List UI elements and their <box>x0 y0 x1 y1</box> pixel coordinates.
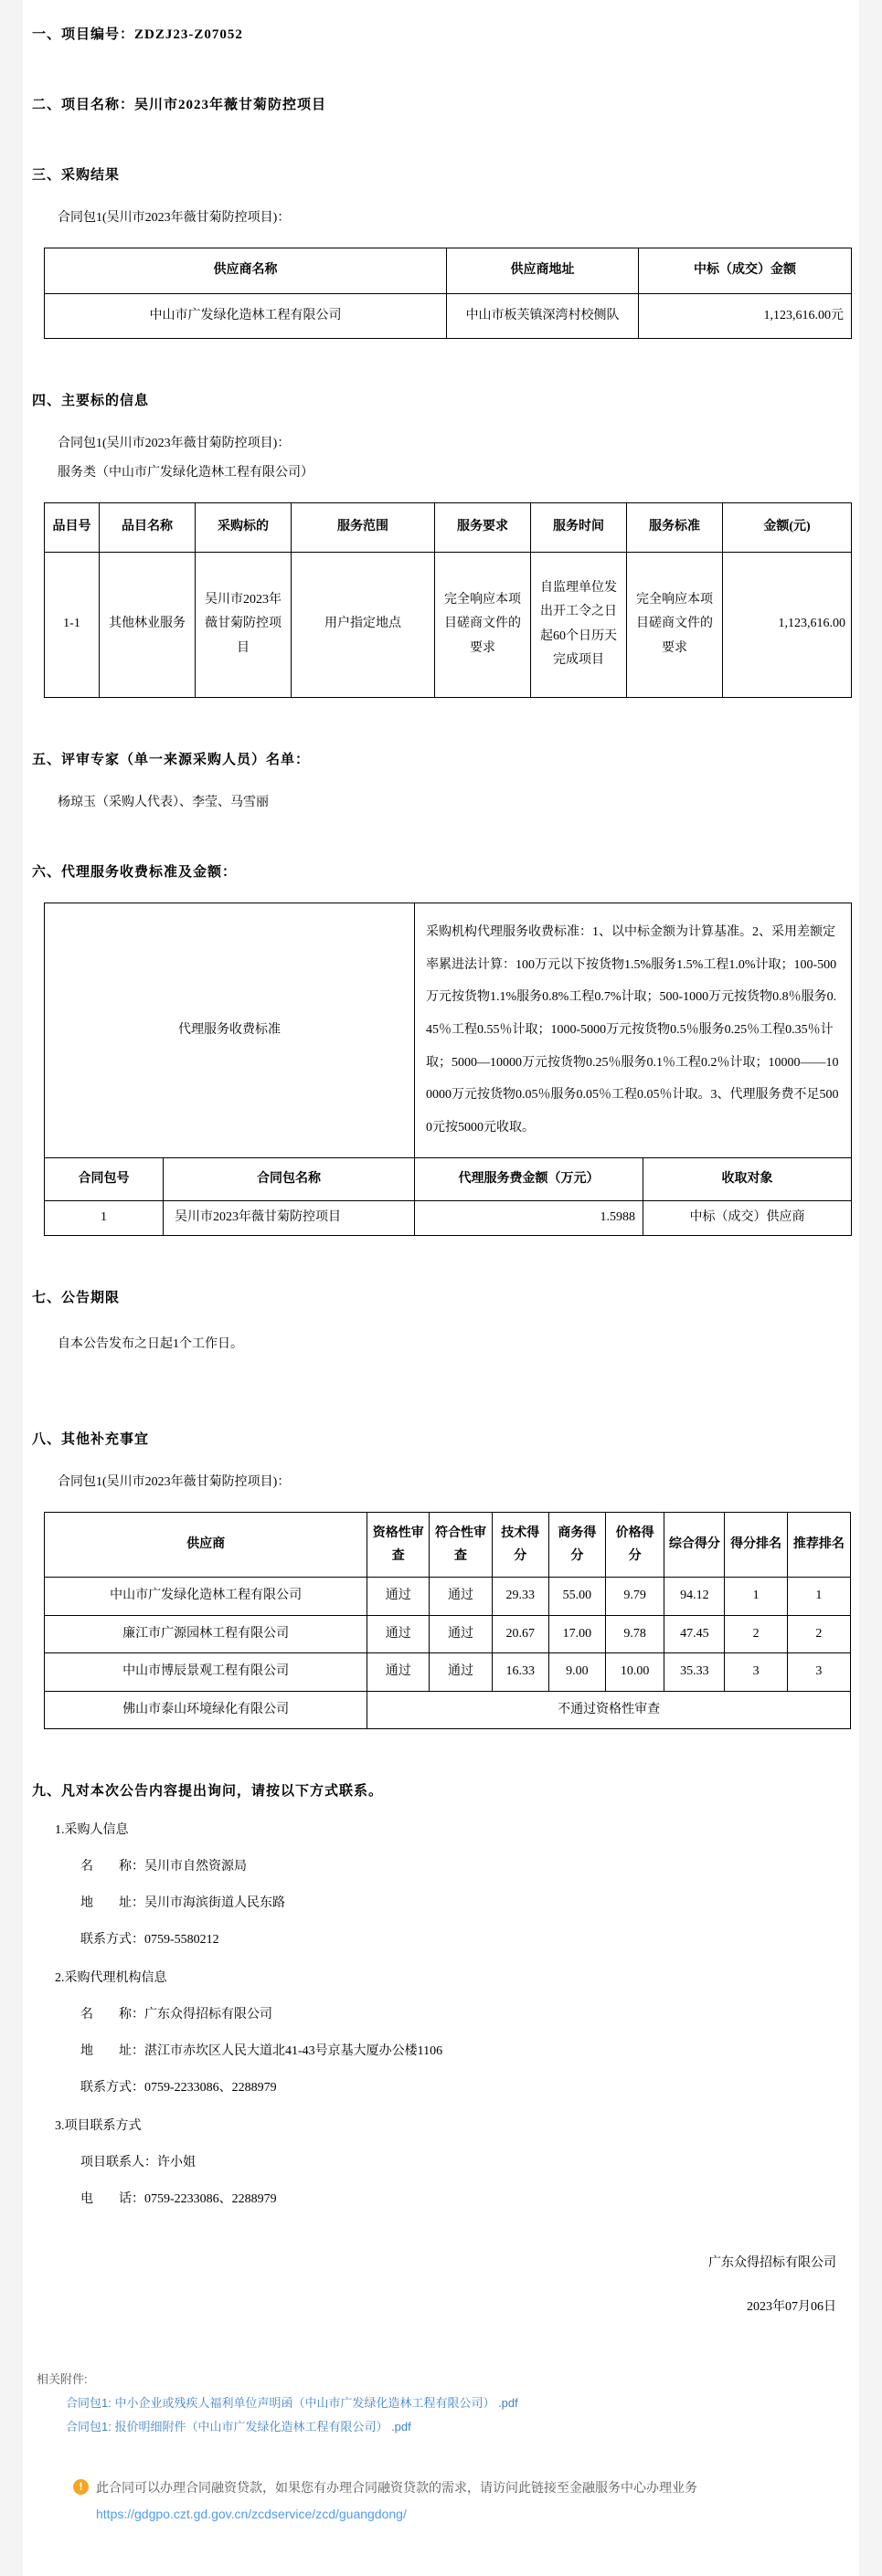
result-table <box>44 248 852 339</box>
project-contact-heading: 3.项目联系方式 <box>55 2119 142 2134</box>
col-header-package-name: 合同包名称 <box>164 1157 415 1201</box>
col-header-fee-payer: 收取对象 <box>643 1157 852 1201</box>
business-score-cell: 9.00 <box>548 1653 605 1692</box>
total-score-cell: 35.33 <box>664 1653 725 1692</box>
signature-date: 2023年07月06日 <box>747 2300 836 2315</box>
col-header-business-score: 商务得分 <box>548 1512 605 1577</box>
supplier-cell: 中山市博辰景观工程有限公司 <box>45 1653 367 1692</box>
col-header-recommend-rank: 推荐排名 <box>787 1512 850 1577</box>
score-rank-cell: 3 <box>725 1653 787 1692</box>
qualification-cell: 通过 <box>367 1615 430 1653</box>
purchaser-address: 地 址：吴川市海滨街道人民东路 <box>80 1896 285 1911</box>
service-standard-cell: 完全响应本项目磋商文件的要求 <box>627 552 723 697</box>
service-requirement-cell: 完全响应本项目磋商文件的要求 <box>435 552 531 697</box>
table-row <box>45 552 852 697</box>
supplier-address-cell: 中山市板芙镇深湾村校侧队 <box>447 293 639 339</box>
table-row <box>45 1615 851 1653</box>
failed-review-cell: 不通过资格性审查 <box>367 1691 851 1729</box>
notice-text: 此合同可以办理合同融资贷款，如果您有办理合同融资贷款的需求，请访问此链接至金融服务中心办理业务 <box>96 2480 697 2496</box>
score-rank-cell: 1 <box>725 1578 787 1616</box>
col-header-fee-amount: 代理服务费金额（万元） <box>415 1157 643 1201</box>
award-amount-cell: 1,123,616.00元 <box>639 293 852 339</box>
col-header-service-scope: 服务范围 <box>292 503 435 553</box>
agency-phone: 联系方式：0759-2233086、2288979 <box>80 2081 277 2096</box>
col-header-service-time: 服务时间 <box>531 503 627 553</box>
price-score-cell: 10.00 <box>606 1653 664 1692</box>
total-score-cell: 47.45 <box>664 1615 725 1653</box>
col-header-service-standard: 服务标准 <box>627 503 723 553</box>
section-supplementary-title: 八、其他补充事宜 <box>32 1431 150 1447</box>
result-package-line: 合同包1(吴川市2023年薇甘菊防控项目)： <box>58 211 291 225</box>
business-score-cell: 55.00 <box>548 1578 605 1616</box>
total-score-cell: 94.12 <box>664 1578 725 1616</box>
announcement-period-text: 自本公告发布之日起1个工作日。 <box>58 1336 243 1351</box>
evaluation-table <box>44 1512 851 1729</box>
evaluation-table-header-row <box>45 1512 851 1577</box>
service-time-cell: 自监理单位发出开工令之日起60个日历天完成项目 <box>531 552 627 697</box>
col-header-package-no: 合同包号 <box>45 1157 164 1201</box>
supplier-cell: 佛山市泰山环境绿化有限公司 <box>45 1691 367 1729</box>
supplementary-package-line: 合同包1(吴川市2023年薇甘菊防控项目)： <box>58 1474 291 1489</box>
attachments-label: 相关附件: <box>37 2372 88 2387</box>
attachments-block <box>37 2370 841 2434</box>
col-header-supplier-address: 供应商地址 <box>447 248 639 294</box>
subject-category-line: 服务类（中山市广发绿化造林工程有限公司） <box>58 466 313 480</box>
signature-block <box>23 2253 836 2315</box>
col-header-amount: 金额(元) <box>723 503 852 553</box>
subject-table <box>44 502 852 698</box>
col-header-service-requirement: 服务要求 <box>435 503 531 553</box>
project-contact-info <box>23 2116 859 2207</box>
section-experts-title: 五、评审专家（单一来源采购人员）名单： <box>32 752 311 767</box>
expert-names: 杨琼玉（采购人代表）、李莹、马雪丽 <box>58 795 269 809</box>
business-score-cell: 17.00 <box>548 1615 605 1653</box>
notice-row <box>73 2478 823 2497</box>
warning-icon: ! <box>73 2479 89 2495</box>
price-score-cell: 9.78 <box>606 1615 664 1653</box>
purchaser-heading: 1.采购人信息 <box>55 1823 129 1838</box>
package-name-cell: 吴川市2023年薇甘菊防控项目 <box>164 1201 415 1236</box>
subject-table-header-row <box>45 503 852 553</box>
attachment-link-declaration-pdf[interactable]: 合同包1: 中小企业或残疾人福利单位声明函（中山市广发绿化造林工程有限公司） .pdf <box>66 2396 518 2411</box>
agency-info <box>23 1968 859 2096</box>
section-contact-title: 九、凡对本次公告内容提出询问，请按以下方式联系。 <box>32 1784 384 1800</box>
col-header-technical-score: 技术得分 <box>492 1512 548 1577</box>
agency-fee-table <box>44 903 852 1236</box>
col-header-price-score: 价格得分 <box>606 1512 664 1577</box>
supplier-cell: 中山市广发绿化造林工程有限公司 <box>45 1578 367 1616</box>
qualification-cell: 通过 <box>367 1653 430 1692</box>
item-name-cell: 其他林业服务 <box>100 552 196 697</box>
fee-standard-row <box>45 903 852 1157</box>
recommend-rank-cell: 3 <box>787 1653 850 1692</box>
project-contact-phone: 电 话：0759-2233086、2288979 <box>80 2192 277 2207</box>
fee-amount-cell: 1.5988 <box>415 1201 643 1236</box>
fee-standard-label-cell: 代理服务收费标准 <box>45 903 415 1157</box>
section-project-name: 二、项目名称：吴川市2023年薇甘菊防控项目 <box>32 98 327 112</box>
agency-address: 地 址：湛江市赤坎区人民大道北41-43号京基大厦办公楼1106 <box>80 2044 443 2059</box>
agency-heading: 2.采购代理机构信息 <box>55 1971 167 1986</box>
project-contact-person: 项目联系人：许小姐 <box>80 2156 196 2170</box>
purchaser-name: 名 称：吴川市自然资源局 <box>80 1860 247 1874</box>
result-table-header-row <box>45 248 852 294</box>
col-header-item-name: 品目名称 <box>100 503 196 553</box>
announcement-document <box>23 0 859 2576</box>
package-no-cell: 1 <box>45 1201 164 1236</box>
col-header-award-amount: 中标（成交）金额 <box>639 248 852 294</box>
table-row <box>45 1578 851 1616</box>
subject-package-line: 合同包1(吴川市2023年薇甘菊防控项目)： <box>58 437 291 450</box>
section-project-number: 一、项目编号：ZDZJ23-Z07052 <box>32 27 243 42</box>
col-header-total-score: 综合得分 <box>664 1512 725 1577</box>
recommend-rank-cell: 2 <box>787 1615 850 1653</box>
financing-notice <box>73 2478 823 2521</box>
table-row <box>45 1201 852 1236</box>
fee-payer-cell: 中标（成交）供应商 <box>643 1201 852 1236</box>
amount-cell: 1,123,616.00 <box>723 552 852 697</box>
technical-score-cell: 29.33 <box>492 1578 548 1616</box>
conformity-cell: 通过 <box>430 1615 492 1653</box>
procurement-target-cell: 吴川市2023年薇甘菊防控项目 <box>196 552 292 697</box>
col-header-supplier: 供应商 <box>45 1512 367 1577</box>
service-scope-cell: 用户指定地点 <box>292 552 435 697</box>
conformity-cell: 通过 <box>430 1578 492 1616</box>
fee-table-header-row <box>45 1157 852 1201</box>
section-subject-info-title: 四、主要标的信息 <box>32 394 150 408</box>
fee-standard-text-cell: 采购机构代理服务收费标准：1、以中标金额为计算基准。2、采用差额定率累进法计算：100万元以下按货物1.5%服务1.5%工程1.0%计取；100-500万元按货物1.1%服务0.8%工程0.7%计取；500-1000万元按货物0.8％服务0.45％工程0.55％计取；1000-5000万元按货物0.5％服务0.25％工程0.35％计取；5000—10000万元按货物0.25％服务0.1％工程0.2％计取；10000——100000万元按货物0.05％服务0.05％工程0.05％计取。3、代理服务费不足5000元按5000元收取。 <box>415 903 852 1157</box>
conformity-cell: 通过 <box>430 1653 492 1692</box>
technical-score-cell: 16.33 <box>492 1653 548 1692</box>
col-header-score-rank: 得分排名 <box>725 1512 787 1577</box>
col-header-supplier-name: 供应商名称 <box>45 248 447 294</box>
col-header-conformity-review: 符合性审查 <box>430 1512 492 1577</box>
recommend-rank-cell: 1 <box>787 1578 850 1616</box>
col-header-qualification-review: 资格性审查 <box>367 1512 430 1577</box>
purchaser-info <box>23 1820 859 1948</box>
technical-score-cell: 20.67 <box>492 1615 548 1653</box>
col-header-item-no: 品目号 <box>45 503 100 553</box>
item-no-cell: 1-1 <box>45 552 100 697</box>
attachment-link-quotation-pdf[interactable]: 合同包1: 报价明细附件（中山市广发绿化造林工程有限公司） .pdf <box>66 2420 411 2434</box>
table-row <box>45 1691 851 1729</box>
supplier-name-cell: 中山市广发绿化造林工程有限公司 <box>45 293 447 339</box>
qualification-cell: 通过 <box>367 1578 430 1616</box>
section-announcement-period-title: 七、公告期限 <box>32 1290 121 1305</box>
col-header-procurement-target: 采购标的 <box>196 503 292 553</box>
price-score-cell: 9.79 <box>606 1578 664 1616</box>
table-row <box>45 1653 851 1692</box>
section-agency-fee-title: 六、代理服务收费标准及金额： <box>32 864 238 880</box>
score-rank-cell: 2 <box>725 1615 787 1653</box>
financing-service-link[interactable]: https://gdgpo.czt.gd.gov.cn/zcdservice/zcd/guangdong/ <box>96 2507 407 2522</box>
agency-name: 名 称：广东众得招标有限公司 <box>80 2008 272 2022</box>
purchaser-phone: 联系方式：0759-5580212 <box>80 1933 219 1948</box>
signature-company: 广东众得招标有限公司 <box>708 2256 836 2271</box>
table-row <box>45 293 852 339</box>
section-procurement-result-title: 三、采购结果 <box>32 168 121 183</box>
supplier-cell: 廉江市广源园林工程有限公司 <box>45 1615 367 1653</box>
